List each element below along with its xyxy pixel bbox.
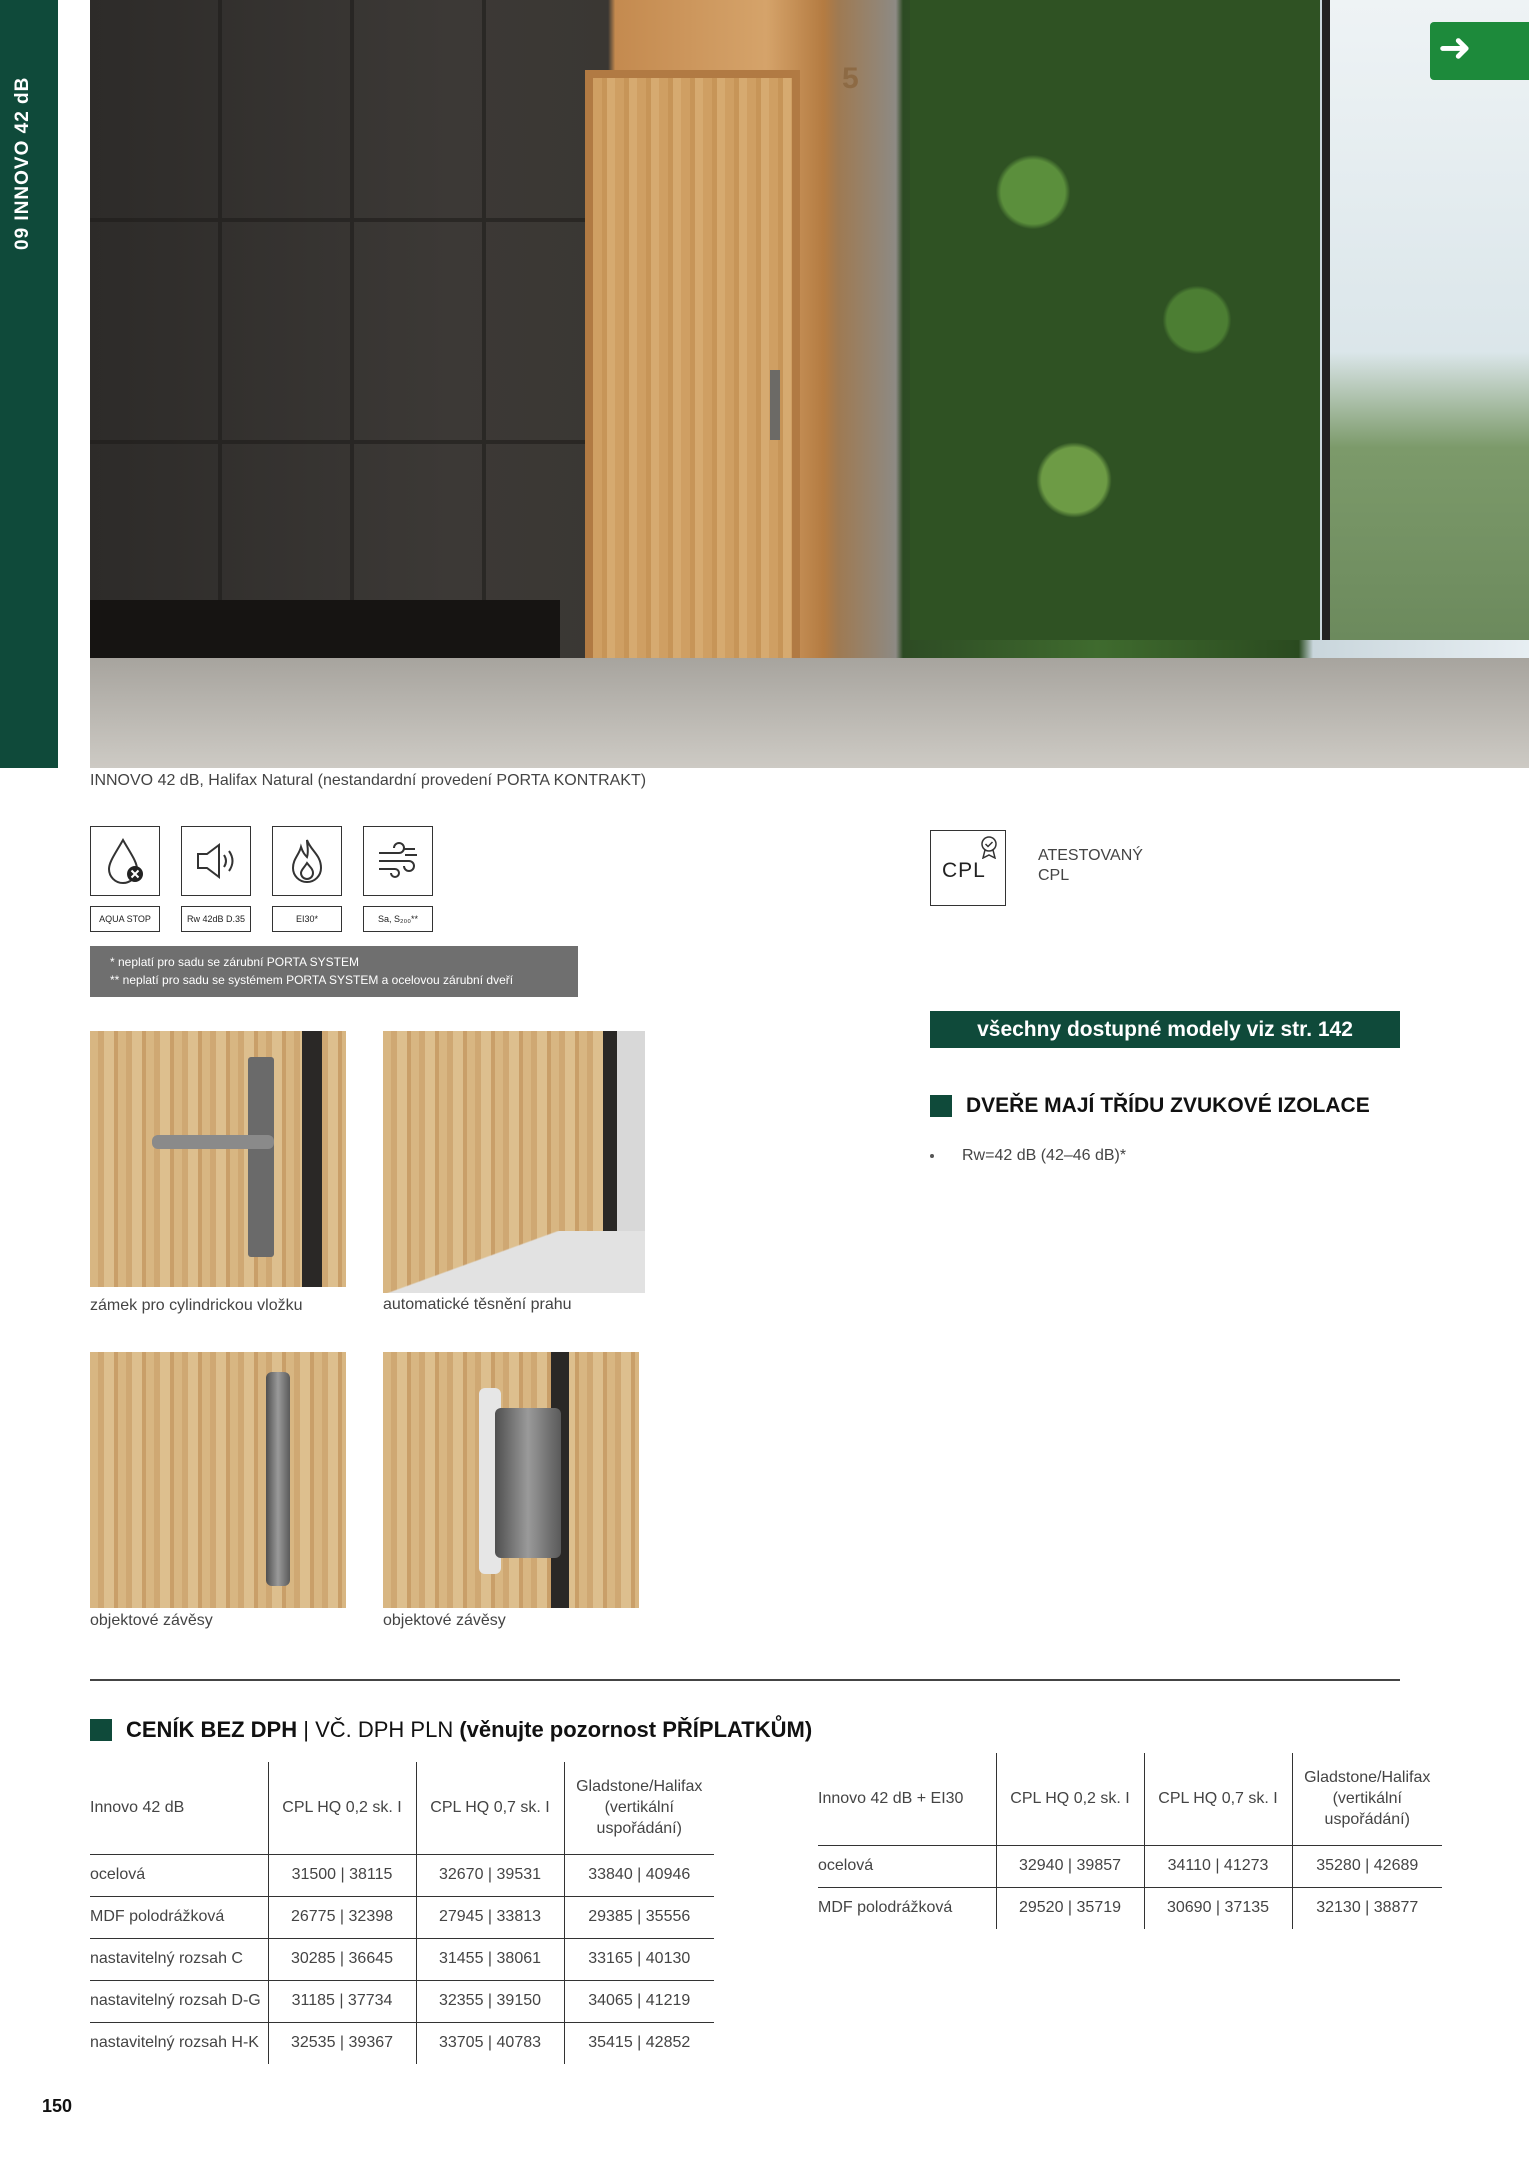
pricing-heading-sep: | xyxy=(297,1717,316,1742)
cpl-logo-text: CPL xyxy=(942,859,986,882)
table-cell: MDF polodrážková xyxy=(818,1887,996,1929)
feature-aqua-stop xyxy=(90,826,160,932)
hinge-photo-2 xyxy=(383,1352,639,1608)
fire-icon xyxy=(272,826,342,896)
handle-plate xyxy=(248,1057,274,1257)
table-cell: 30690 | 37135 xyxy=(1144,1887,1292,1929)
cpl-badge xyxy=(930,830,1006,906)
heading-square-icon xyxy=(930,1095,952,1117)
photo-caption-3: objektové závěsy xyxy=(90,1612,213,1629)
green-wall xyxy=(910,0,1320,640)
table-header: CPL HQ 0,2 sk. I xyxy=(996,1753,1144,1845)
table-header: Gladstone/Halifax (vertikální uspořádání) xyxy=(564,1762,714,1854)
page-number: 150 xyxy=(42,2096,73,2116)
table-cell: 33705 | 40783 xyxy=(416,2022,564,2064)
cpl-label-line1: ATESTOVANÝ xyxy=(1038,847,1143,864)
chapter-side-tab xyxy=(0,0,58,768)
chapter-label: 09 INNOVO 42 dB xyxy=(12,76,33,250)
feature-smoke xyxy=(363,826,433,932)
table-row xyxy=(818,1887,1442,1929)
models-banner: všechny dostupné modely viz str. 142 xyxy=(930,1011,1400,1048)
table-header: Innovo 42 dB xyxy=(90,1762,268,1854)
wall-panels xyxy=(90,0,610,690)
pricing-heading-bold: CENÍK BEZ DPH xyxy=(126,1717,298,1742)
photo-caption-1: zámek pro cylindrickou vložku xyxy=(90,1297,303,1314)
table-cell: 30285 | 36645 xyxy=(268,1938,416,1980)
bullet-dot-icon xyxy=(930,1154,934,1158)
table-row xyxy=(90,1938,714,1980)
table-cell: 34110 | 41273 xyxy=(1144,1845,1292,1887)
sound-bullet xyxy=(930,1147,1126,1165)
door xyxy=(585,70,800,710)
table-row xyxy=(90,1896,714,1938)
table-cell: 27945 | 33813 xyxy=(416,1896,564,1938)
table-row xyxy=(818,1845,1442,1887)
price-table-innovo xyxy=(90,1762,714,2064)
photo-caption-2: automatické těsnění prahu xyxy=(383,1296,572,1313)
table-cell: 32130 | 38877 xyxy=(1292,1887,1442,1929)
table-cell: 29385 | 35556 xyxy=(564,1896,714,1938)
door-edge xyxy=(302,1031,322,1287)
sound-bullet-text: Rw=42 dB (42–46 dB)* xyxy=(962,1147,1127,1164)
table-cell: 35415 | 42852 xyxy=(564,2022,714,2064)
lock-photo xyxy=(90,1031,346,1287)
footnote-1: * neplatí pro sadu se zárubní PORTA SYSTEM xyxy=(110,955,360,969)
section-divider xyxy=(90,1679,1400,1681)
table-cell: 35280 | 42689 xyxy=(1292,1845,1442,1887)
cpl-label xyxy=(1038,846,1143,886)
feature-label: AQUA STOP xyxy=(90,906,160,932)
sound-heading-text: DVEŘE MAJÍ TŘÍDU ZVUKOVÉ IZOLACE xyxy=(966,1094,1370,1117)
door-handle xyxy=(770,370,780,440)
feature-sound xyxy=(181,826,251,932)
table-cell: ocelová xyxy=(90,1854,268,1896)
pricing-heading-tail: (věnujte pozornost PŘÍPLATKŮM) xyxy=(453,1717,813,1742)
lever-handle xyxy=(152,1135,274,1149)
table-cell: 32535 | 39367 xyxy=(268,2022,416,2064)
water-drop-icon xyxy=(90,826,160,896)
table-cell: 33840 | 40946 xyxy=(564,1854,714,1896)
table-cell: 32940 | 39857 xyxy=(996,1845,1144,1887)
table-cell: nastavitelný rozsah H-K xyxy=(90,2022,268,2064)
table-header: CPL HQ 0,2 sk. I xyxy=(268,1762,416,1854)
price-table-innovo-ei30 xyxy=(818,1753,1442,1929)
table-cell: 29520 | 35719 xyxy=(996,1887,1144,1929)
footnote-2: ** neplatí pro sadu se systémem PORTA SYSTEM a ocelovou zárubní dveří xyxy=(110,973,514,987)
table-cell: nastavitelný rozsah C xyxy=(90,1938,268,1980)
table-header: CPL HQ 0,7 sk. I xyxy=(1144,1753,1292,1845)
table-cell: 32355 | 39150 xyxy=(416,1980,564,2022)
door-number: 5 xyxy=(842,62,859,95)
exit-sign xyxy=(1430,22,1529,80)
certificate-seal-icon xyxy=(979,835,999,864)
table-row xyxy=(90,1980,714,2022)
sound-section-heading xyxy=(930,1094,1370,1118)
feature-label: EI30* xyxy=(272,906,342,932)
hinge xyxy=(266,1372,290,1586)
table-cell: nastavitelný rozsah D-G xyxy=(90,1980,268,2022)
table-header: Gladstone/Halifax (vertikální uspořádání) xyxy=(1292,1753,1442,1845)
table-cell: 33165 | 40130 xyxy=(564,1938,714,1980)
table-cell: 32670 | 39531 xyxy=(416,1854,564,1896)
exit-arrow-icon: ➜ xyxy=(1438,26,1472,70)
table-header: CPL HQ 0,7 sk. I xyxy=(416,1762,564,1854)
floor xyxy=(90,658,1529,768)
table-cell: 34065 | 41219 xyxy=(564,1980,714,2022)
feature-fire xyxy=(272,826,342,932)
heading-square-icon xyxy=(90,1719,112,1741)
table-row xyxy=(90,2022,714,2064)
photo-caption-4: objektové závěsy xyxy=(383,1612,506,1629)
table-cell: 31185 | 37734 xyxy=(268,1980,416,2022)
footnotes-box xyxy=(90,946,578,997)
table-cell: 31500 | 38115 xyxy=(268,1854,416,1896)
pricing-heading xyxy=(90,1717,812,1743)
threshold-photo xyxy=(383,1031,645,1293)
hinge-photo-1 xyxy=(90,1352,346,1608)
table-cell: 31455 | 38061 xyxy=(416,1938,564,1980)
table-cell: ocelová xyxy=(818,1845,996,1887)
table-cell: 26775 | 32398 xyxy=(268,1896,416,1938)
speaker-icon xyxy=(181,826,251,896)
hero-photo xyxy=(90,0,1529,768)
feature-label: Sa, S₂₀₀** xyxy=(363,906,433,932)
hero-caption: INNOVO 42 dB, Halifax Natural (nestandardní provedení PORTA KONTRAKT) xyxy=(90,772,647,789)
hinge xyxy=(495,1408,561,1558)
cpl-label-line2: CPL xyxy=(1038,867,1070,884)
floor-area xyxy=(383,1231,645,1293)
window xyxy=(1322,0,1529,640)
smoke-icon xyxy=(363,826,433,896)
table-header: Innovo 42 dB + EI30 xyxy=(818,1753,996,1845)
table-cell: MDF polodrážková xyxy=(90,1896,268,1938)
pricing-heading-normal: VČ. DPH PLN xyxy=(315,1717,454,1742)
feature-label: Rw 42dB D.35 xyxy=(181,906,251,932)
table-row xyxy=(90,1854,714,1896)
